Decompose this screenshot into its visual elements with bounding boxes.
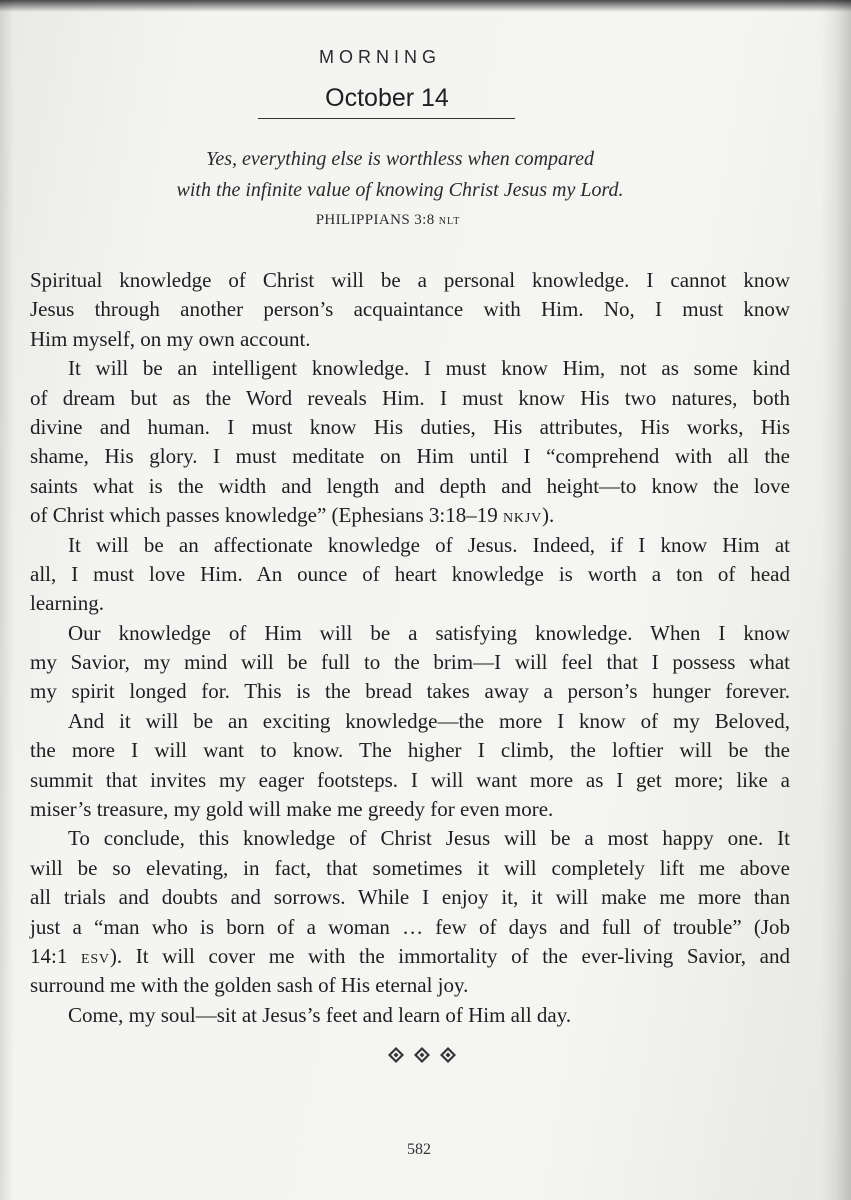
body-line: It will be an affectionate knowledge of Jesus. Indeed, if I know Him at [68, 532, 790, 557]
bible-version: NKJV [503, 511, 542, 527]
body-line: Him myself, on my own account. [30, 326, 311, 351]
title-divider [258, 118, 515, 119]
body-line: just a “man who is born of a woman … few of days and full of trouble” (Job [30, 914, 790, 939]
scripture-reference [0, 212, 776, 229]
diamond-ornament-icon [413, 1046, 431, 1064]
body-line: Jesus through another person’s acquaintance with Him. No, I must know [30, 297, 790, 322]
page-title: October 14 [325, 84, 449, 112]
diamond-ornament-icon [439, 1046, 457, 1064]
body-line: surround me with the golden sash of His eternal joy. [30, 973, 469, 998]
verse-line-2: with the infinite value of knowing Christ Jesus my Lord. [176, 179, 624, 201]
section-ornament [387, 1046, 457, 1064]
page-right-shadow [821, 0, 851, 1200]
body-line: will be so elevating, in fact, that sometimes it will completely lift me above [30, 855, 790, 880]
body-line: saints what is the width and length and depth and height—to know the love [30, 473, 790, 498]
body-line: It will be an intelligent knowledge. I must know Him, not as some kind [68, 356, 790, 381]
body-line: all, I must love Him. An ounce of heart knowledge is worth a ton of head [30, 561, 790, 586]
body-line: all trials and doubts and sorrows. While I enjoy it, it will make me more than [30, 885, 790, 910]
body-line: my spirit longed for. This is the bread takes away a person’s hunger forever. [30, 679, 790, 704]
bible-version: ESV [80, 951, 110, 967]
bible-version: NLT [438, 216, 461, 227]
verse-line-1: Yes, everything else is worthless when compared [206, 148, 594, 170]
body-line: shame, His glory. I must meditate on Him until I “comprehend with all the [30, 444, 790, 469]
body-line: 14:1 ESV). It will cover me with the immortality of the ever-living Savior, and [30, 943, 791, 968]
scripture-verse [0, 144, 800, 206]
body-line: my Savior, my mind will be full to the brim—I will feel that I possess what [30, 650, 790, 675]
body-line: To conclude, this knowledge of Christ Jesus will be a most happy one. It [68, 826, 790, 851]
body-line: summit that invites my eager footsteps. I will want more as I get more; like a [30, 767, 790, 792]
body-line: divine and human. I must know His duties, His attributes, His works, His [30, 414, 790, 439]
body-line: of Christ which passes knowledge” (Ephesians 3:18–19 NKJV). [30, 503, 555, 528]
page-number: 582 [407, 1141, 431, 1158]
body-line: the more I will want to know. The higher I climb, the loftier will be the [30, 738, 790, 763]
body-line: Come, my soul—sit at Jesus’s feet and learn of Him all day. [68, 1002, 572, 1027]
body-line: learning. [30, 591, 105, 616]
reference-text: PHILIPPIANS 3:8 [315, 212, 435, 228]
body-line: Our knowledge of Him will be a satisfying knowledge. When I know [68, 620, 790, 645]
body-line: Spiritual knowledge of Christ will be a personal knowledge. I cannot know [30, 268, 790, 292]
page-top-shadow [0, 0, 851, 12]
diamond-ornament-icon [387, 1046, 405, 1064]
body-line: of dream but as the Word reveals Him. I must know His two natures, both [30, 385, 790, 410]
section-label: MORNING [319, 47, 441, 67]
body-line: And it will be an exciting knowledge—the more I know of my Beloved, [68, 708, 790, 733]
body-line: miser’s treasure, my gold will make me greedy for even more. [30, 797, 554, 822]
devotional-body [30, 266, 790, 1030]
